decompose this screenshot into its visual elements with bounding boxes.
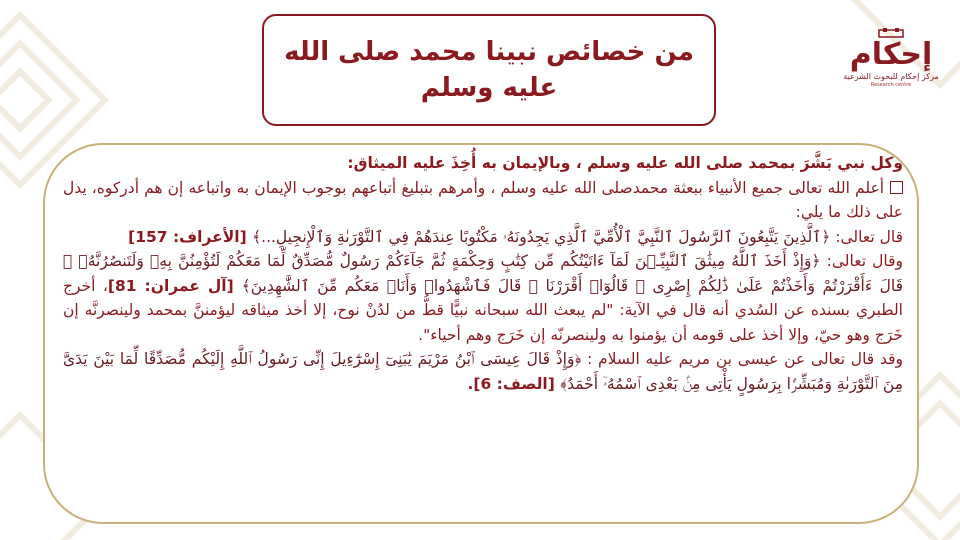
logo-subtitle: مركز إحكام للبحوث الشرعية (843, 72, 939, 81)
content-text (63, 151, 903, 396)
paragraph-announcement: أعلم الله تعالى جميع الأنبياء ببعثة محمدصلى الله عليه وسلم ، وأمرهم بتبليغ أتباعهم بوجوب الإيمان به واتباعه إن هم أدركوه، يدل على ذلك ما يلي: (63, 178, 903, 221)
ayah-araf: ﴿ٱلَّذِينَ يَتَّبِعُونَ ٱلرَّسُولَ ٱلنَّبِيَّ ٱلْأُمِّيَّ ٱلَّذِي يَجِدُونَهُۥ مَكْتُوبًا عِندَهُمْ فِي ٱلتَّوْرَىٰةِ وَٱلْإِنجِيلِ...﴾ (252, 227, 831, 246)
paragraph-imran: وقال تعالى: ﴿وَإِذْ أَخَذَ ٱللَّهُ مِيثَٰقَ ٱلنَّبِيِّـۧنَ لَمَآ ءَاتَيْتُكُم مِّن كِتَٰبٍ وَحِكْمَةٍ ثُمَّ جَآءَكُمْ رَسُولٌ مُّصَدِّقٌ لِّمَا مَعَكُمْ لَتُؤْمِنُنَّ بِهِۦ وَلَتَنصُرُنَّهُۥ ۚ قَالَ ءَأَقْرَرْتُمْ وَأَخَذْتُمْ عَلَىٰ ذَٰلِكُمْ إِصْرِى ۖ قَالُوٓا۟ أَقْرَرْنَا ۚ قَالَ فَٱشْهَدُوا۟ وَأَنَا۠ مَعَكُم مِّنَ ٱلشَّٰهِدِينَ﴾ [آل عمران: 81]، أخرج الطبري بسنده عن السُدي أنه قال في الآية: "لم يبعث الله سبحانه نبيًّا قطُّ من لدُنْ نوح، إلا أخذ ميثاقه ليؤمننَّ بمحمد ولينصرنَّه إن خَرَج وهو حيّ، وإلا أخذ على قومه أن يؤمنوا به ولينصرنّه إن خَرَج وهم أحياء". (63, 252, 903, 344)
ref-araf: [الأعراف: 157] (128, 227, 253, 246)
paragraph-araf: قال تعالى: ﴿ٱلَّذِينَ يَتَّبِعُونَ ٱلرَّسُولَ ٱلنَّبِيَّ ٱلْأُمِّيَّ ٱلَّذِي يَجِدُونَهُۥ مَكْتُوبًا عِندَهُمْ فِي ٱلتَّوْرَىٰةِ وَٱلْإِنجِيلِ...﴾ [الأعراف: 157] (128, 227, 903, 246)
ref-saff: [الصف: 6]. (467, 374, 561, 393)
logo-tagline: Research centre (870, 82, 912, 88)
title-line-1: من خصائص نبينا محمد صلى الله (284, 37, 694, 67)
title-line-2: عليه وسلم (420, 73, 558, 103)
logo-wordmark: إحكام (849, 37, 933, 72)
title-box (262, 14, 716, 126)
paragraph-heading: وكل نبي بَشَّرَ بمحمد صلى الله عليه وسلم ، وبالإيمان به أُخِذَ عليه الميثاق: (347, 154, 903, 172)
paragraph-saff: وقد قال تعالى عن عيسى بن مريم عليه السلام : ﴿وَإِذْ قَالَ عِيسَى ٱبْنُ مَرْيَمَ يَٰبَنِىٓ إِسْرَٰٓءِيلَ إِنِّى رَسُولُ ٱللَّهِ إِلَيْكُم مُّصَدِّقًا لِّمَا بَيْنَ يَدَىَّ مِنَ ٱلتَّوْرَىٰةِ وَمُبَشِّرًۢا بِرَسُولٍ يَأْتِى مِنۢ بَعْدِى ٱسْمُهُۥٓ أَحْمَدُ﴾ [الصف: 6]. (63, 350, 903, 393)
tabari-quote: ، أخرج الطبري بسنده عن السُدي أنه قال في الآية: "لم يبعث الله سبحانه نبيًّا قطُّ من لدُنْ نوح، إلا أخذ ميثاقه ليؤمننَّ بمحمد ولينصرنَّه إن خَرَج وهو حيّ، وإلا أخذ على قومه أن يؤمنوا به ولينصرنّه إن خَرَج وهم أحياء". (63, 276, 903, 344)
content-panel (43, 143, 919, 524)
ref-imran: [آل عمران: 81] (107, 276, 242, 295)
ayah-imran: ﴿وَإِذْ أَخَذَ ٱللَّهُ مِيثَٰقَ ٱلنَّبِيِّـۧنَ لَمَآ ءَاتَيْتُكُم مِّن كِتَٰبٍ وَحِكْمَةٍ ثُمَّ جَآءَكُمْ رَسُولٌ مُّصَدِّقٌ لِّمَا مَعَكُمْ لَتُؤْمِنُنَّ بِهِۦ وَلَتَنصُرُنَّهُۥ ۚ قَالَ ءَأَقْرَرْتُمْ وَأَخَذْتُمْ عَلَىٰ ذَٰلِكُمْ إِصْرِى ۖ قَالُوٓا۟ أَقْرَرْنَا ۚ قَالَ فَٱشْهَدُوا۟ وَأَنَا۠ مَعَكُم مِّنَ ٱلشَّٰهِدِينَ﴾ (63, 252, 903, 295)
checkbox-bullet-icon (890, 181, 903, 194)
center-logo (842, 28, 940, 98)
ayah-saff: ﴿وَإِذْ قَالَ عِيسَى ٱبْنُ مَرْيَمَ يَٰبَنِىٓ إِسْرَٰٓءِيلَ إِنِّى رَسُولُ ٱللَّهِ إِلَيْكُم مُّصَدِّقًا لِّمَا بَيْنَ يَدَىَّ مِنَ ٱلتَّوْرَىٰةِ وَمُبَشِّرًۢا بِرَسُولٍ يَأْتِى مِنۢ بَعْدِى ٱسْمُهُۥٓ أَحْمَدُ﴾ (63, 350, 903, 393)
